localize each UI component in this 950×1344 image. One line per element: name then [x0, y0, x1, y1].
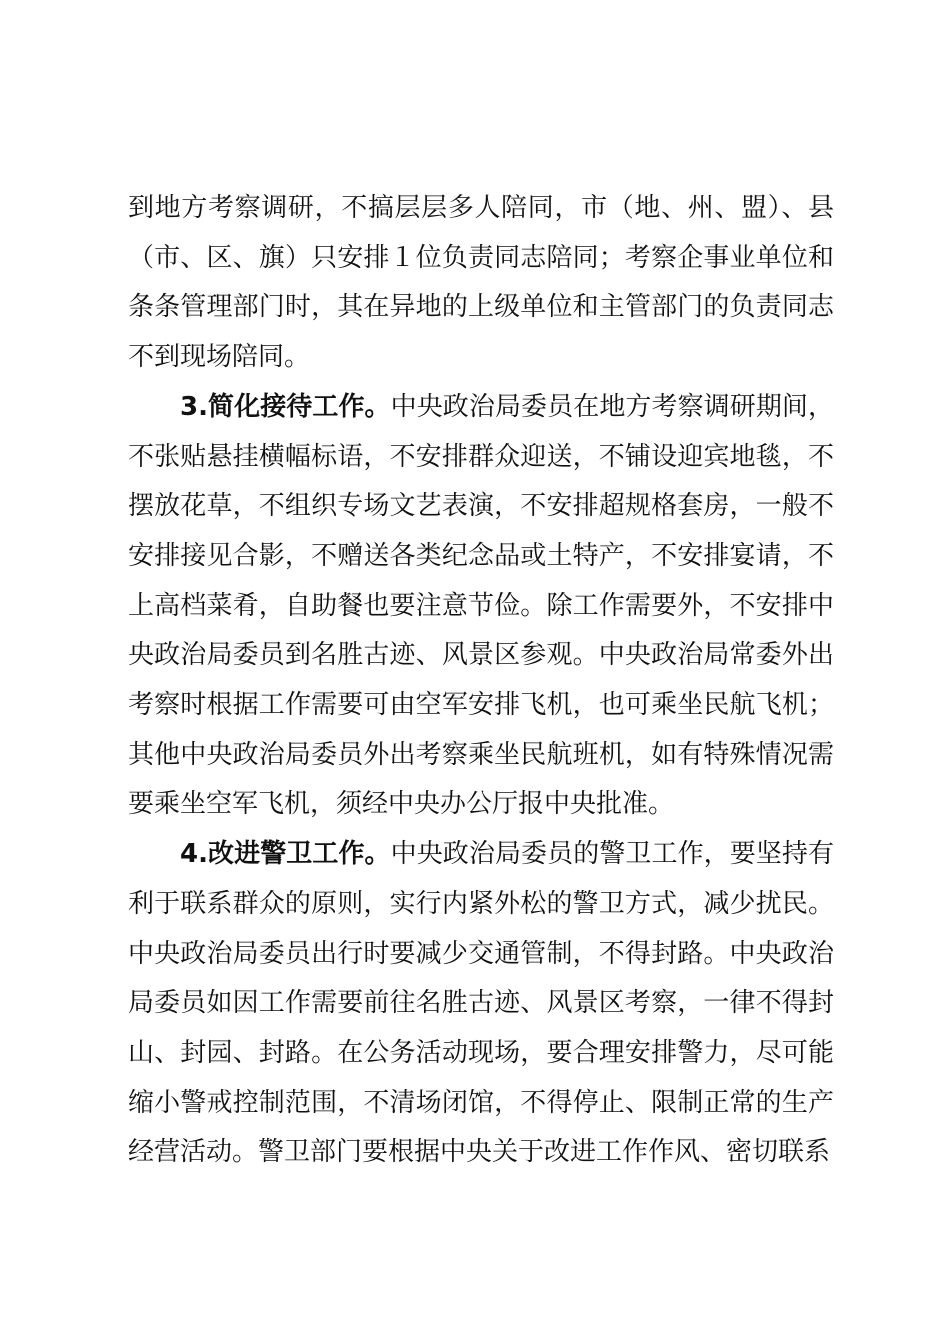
section-heading: 3.简化接待工作。: [180, 391, 391, 422]
paragraph-continuation: [128, 184, 834, 383]
document-page: [128, 184, 834, 1178]
paragraph-text: 中央政治局委员的警卫工作，要坚持有利于联系群众的原则，实行内紧外松的警卫方式，减少扰民。中央政治局委员出行时要减少交通管制，不得封路。中央政治局委员如因工作需要前往名胜古迹、风景区考察，一律不得封山、封园、封路。在公务活动现场，要合理安排警力，尽可能缩小警戒控制范围，不清场闭馆，不得停止、限制正常的生产经营活动。警卫部门要根据中央关于改进工作作风、密切联系: [128, 839, 834, 1168]
paragraph-improve-security: [128, 830, 834, 1178]
paragraph-simplify-reception: [128, 383, 834, 830]
paragraph-text: 到地方考察调研，不搞层层多人陪同，市（地、州、盟）、县（市、区、旗）只安排１位负责同志陪同；考察企事业单位和条条管理部门时，其在异地的上级单位和主管部门的负责同志不到现场陪同。: [128, 193, 834, 373]
paragraph-text: 中央政治局委员在地方考察调研期间，不张贴悬挂横幅标语，不安排群众迎送，不铺设迎宾地毯，不摆放花草，不组织专场文艺表演，不安排超规格套房，一般不安排接见合影，不赠送各类纪念品或土特产，不安排宴请，不上高档菜肴，自助餐也要注意节俭。除工作需要外，不安排中央政治局委员到名胜古迹、风景区参观。中央政治局常委外出考察时根据工作需要可由空军安排飞机，也可乘坐民航飞机；其他中央政治局委员外出考察乘坐民航班机，如有特殊情况需要乘坐空军飞机，须经中央办公厅报中央批准。: [128, 391, 834, 820]
section-heading: 4.改进警卫工作。: [180, 839, 391, 870]
